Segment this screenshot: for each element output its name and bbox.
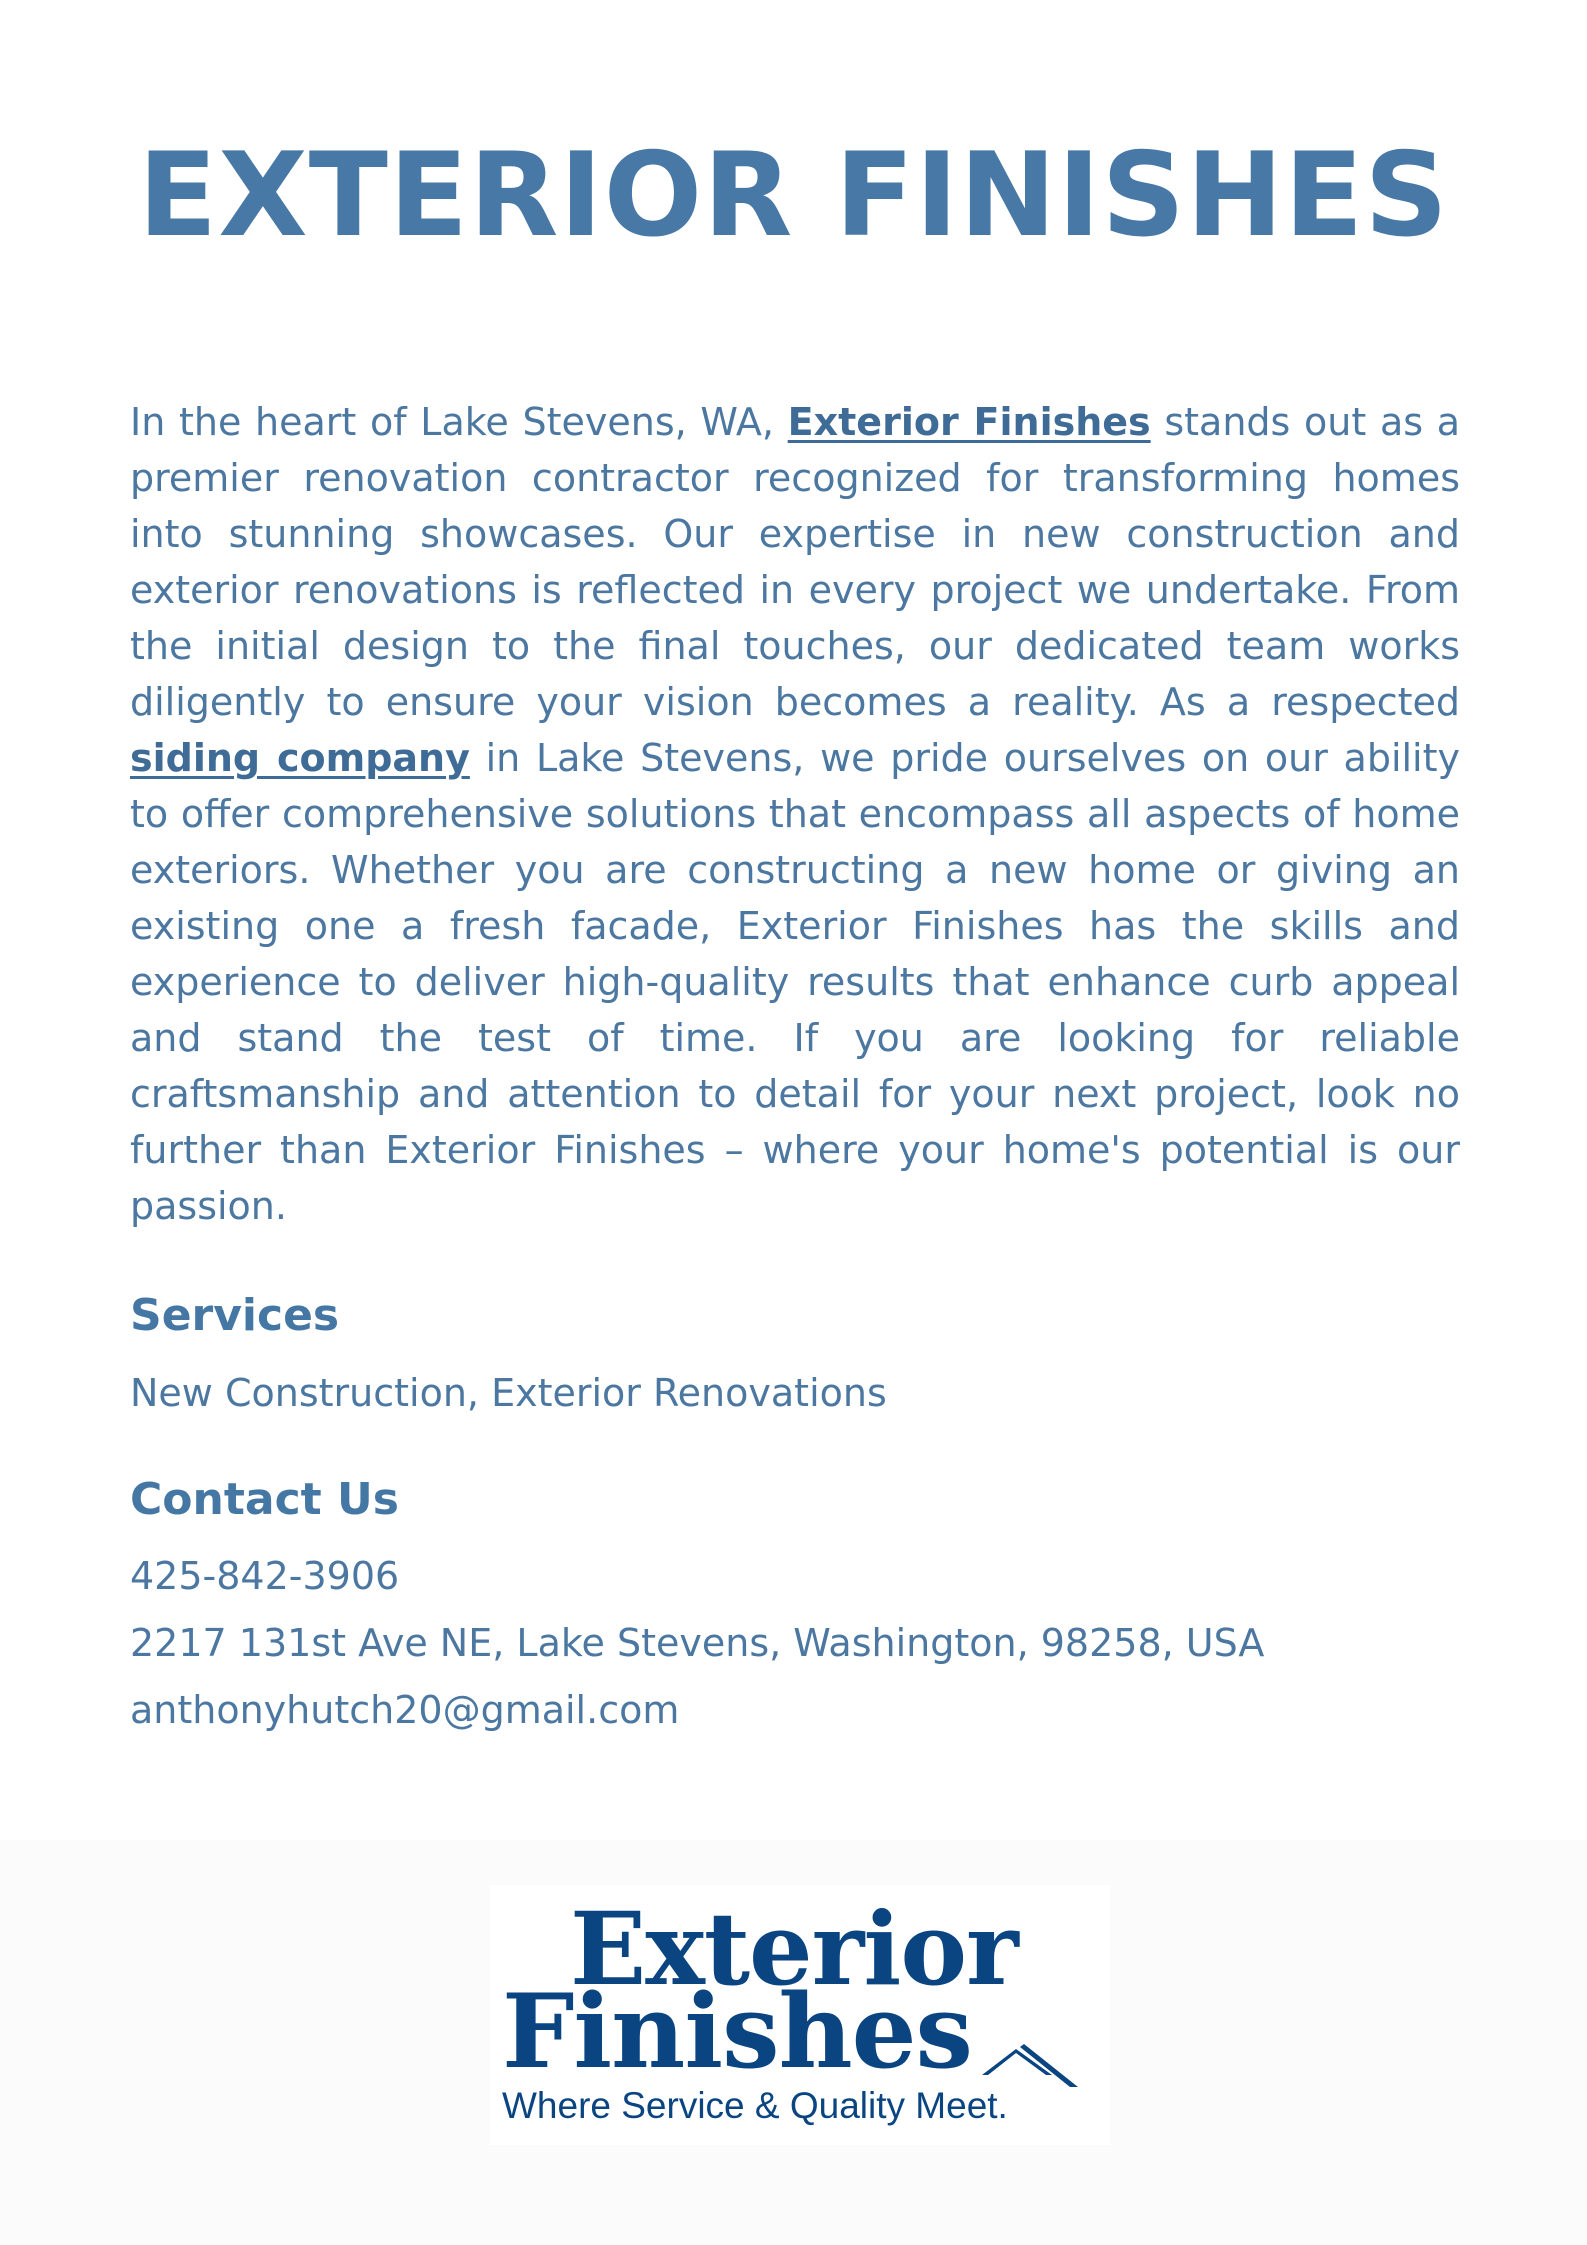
intro-paragraph — [130, 394, 1460, 1234]
services-text: New Construction, Exterior Renovations — [130, 1371, 887, 1415]
contact-email: anthonyhutch20@gmail.com — [130, 1688, 680, 1732]
contact-heading: Contact Us — [130, 1474, 399, 1525]
contact-address: 2217 131st Ave NE, Lake Stevens, Washington, 98258, USA — [130, 1621, 1265, 1665]
contact-phone: 425-842-3906 — [130, 1554, 400, 1598]
logo-word-exterior: Exterior — [570, 1890, 1018, 2008]
company-logo — [490, 1885, 1110, 2145]
intro-text-1: In the heart of Lake Stevens, WA, — [130, 400, 788, 444]
logo-tagline: Where Service & Quality Meet. — [502, 2085, 1008, 2126]
siding-company-link[interactable]: siding company — [130, 736, 470, 780]
page-title: EXTERIOR FINISHES — [138, 128, 1449, 263]
intro-text-2: stands out as a premier renovation contractor recognized for transforming homes into stunning showcases. Our expertise in new construction and exterior renovations is reflected in every project we undertake. From the initial design to the final touches, our dedicated team works diligently to ensure your vision becomes a reality. As a respected — [130, 400, 1461, 724]
exterior-finishes-link[interactable]: Exterior Finishes — [787, 400, 1151, 444]
services-heading: Services — [130, 1290, 340, 1341]
logo-word-finishes: Finishes — [502, 1972, 972, 2092]
intro-text-3: in Lake Stevens, we pride ourselves on our ability to offer comprehensive solutions that encompass all aspects of home exteriors. Whether you are constructing a new home or giving an existing one a fresh facade, Exterior Finishes has the skills and experience to deliver high-quality results that enhance curb appeal and stand the test of time. If you are looking for reliable craftsmanship and attention to detail for your next project, look no further than Exterior Finishes – where your home's potential is our passion. — [130, 736, 1460, 1228]
